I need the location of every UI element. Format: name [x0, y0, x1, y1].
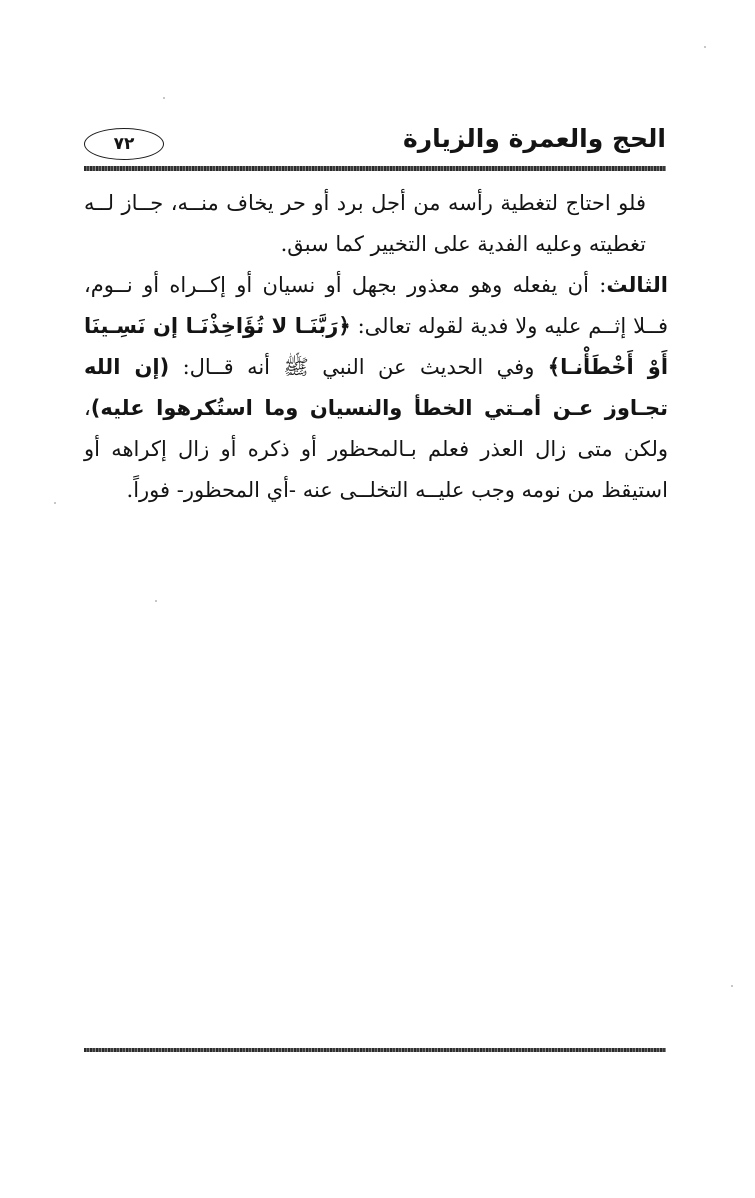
quran-verse: ﴿رَبَّنَـا لا تُؤَاخِذْنَـا إن نَسِـينَا أَوْ أَخْطَأْنـا﴾ — [84, 314, 669, 379]
scan-speck — [163, 97, 165, 99]
footer-rule — [84, 1048, 666, 1052]
header-rule — [84, 166, 666, 171]
page-header — [84, 124, 666, 164]
running-title: الحج والعمرة والزيارة — [402, 124, 666, 153]
hadith-quote: (إن الله تجـاوز عـن أمـتي الخطأ والنسيان وما استُكرهوا عليه) — [84, 355, 668, 420]
page-number: ٧٢ — [84, 128, 164, 160]
paragraph-2 — [84, 265, 668, 511]
label-separator: : — [588, 273, 607, 297]
body-text — [84, 183, 668, 511]
scan-speck — [54, 502, 56, 504]
section-label: الثالث — [606, 273, 668, 297]
paragraph-2-text-b: وفي الحديث عن النبي ﷺ أنه قــال: — [169, 355, 548, 379]
paragraph-1: فلو احتاج لتغطية رأسه من أجل برد أو حر يخاف منــه، جــاز لــه تغطيته وعليه الفدية على التخيير كما سبق. — [84, 191, 646, 256]
paragraph-2-text-c: ، ولكن متى زال العذر فعلم بـالمحظور أو ذكره أو زال إكراهه أو استيقظ من نومه وجب عليــه التخلــى عنه -أي المحظور- فوراً. — [84, 396, 668, 502]
scan-speck — [155, 600, 157, 602]
scan-speck — [731, 985, 733, 987]
scan-speck — [704, 46, 706, 48]
paragraph-2-text-a: أن يفعله وهو معذور بجهل أو نسيان أو إكــراه أو نــوم، فــلا إثــم عليه ولا فدية لقوله تعالى: — [84, 273, 668, 338]
